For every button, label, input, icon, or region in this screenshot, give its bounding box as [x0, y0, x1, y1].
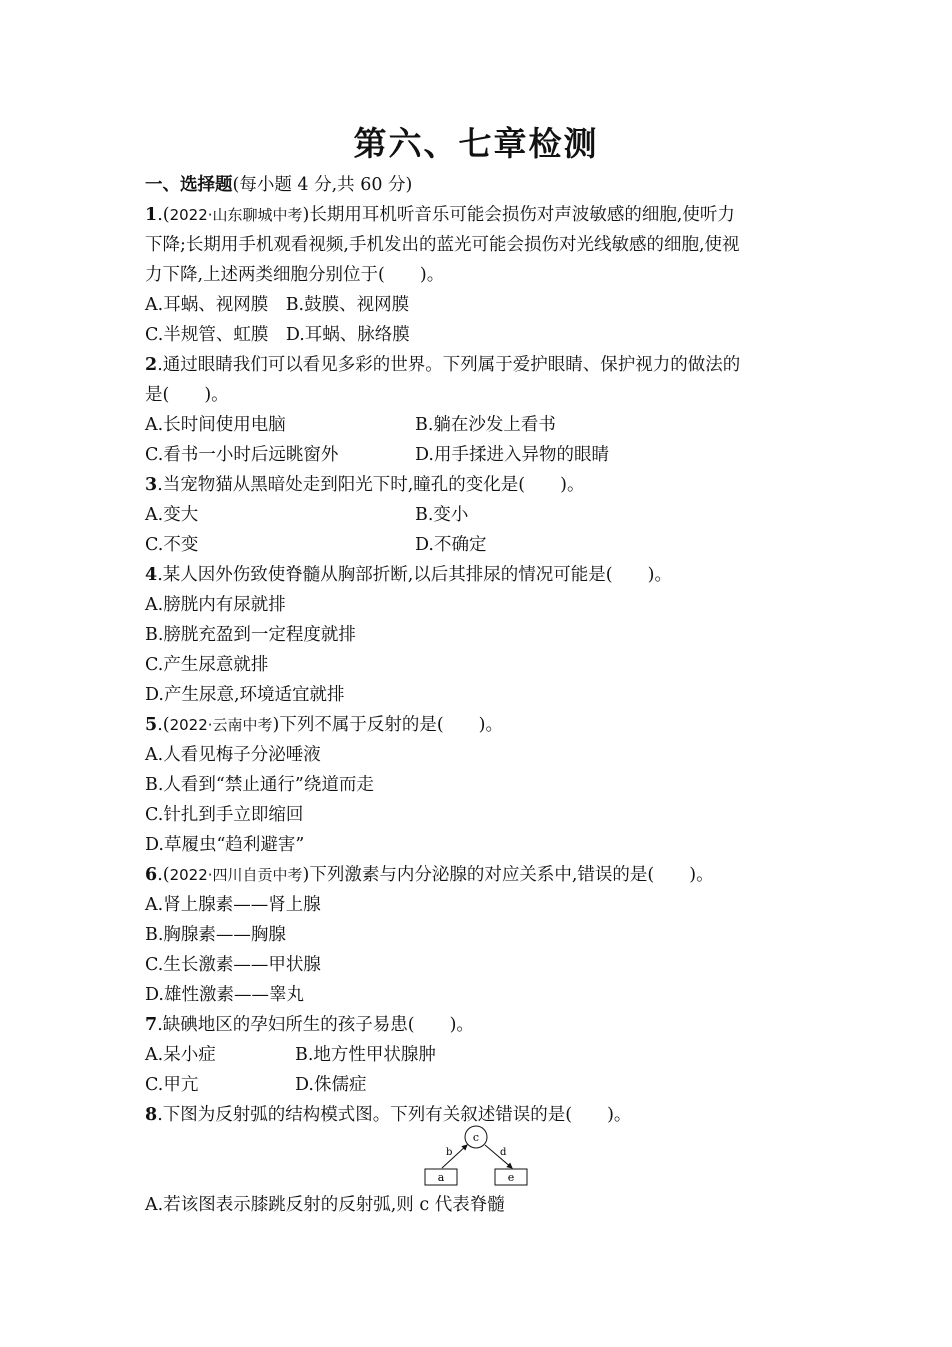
- option-d[interactable]: D.侏儒症: [295, 1075, 367, 1095]
- question-list: [145, 170, 805, 1220]
- label-e: e: [507, 1171, 515, 1184]
- question-text: 力下降,上述两类细胞分别位于( )。: [145, 265, 445, 285]
- question-4: [145, 560, 805, 590]
- option-row: [145, 440, 805, 470]
- option-c[interactable]: C.针扎到手立即缩回: [145, 805, 304, 825]
- option-c[interactable]: C.生长激素——甲状腺: [145, 955, 321, 975]
- section-heading: [145, 170, 805, 200]
- option-c[interactable]: C.看书一小时后远眺窗外: [145, 445, 339, 465]
- question-text: 是( )。: [145, 385, 229, 405]
- label-b: b: [446, 1147, 453, 1158]
- question-text: .缺碘地区的孕妇所生的孩子易患( )。: [157, 1015, 474, 1035]
- option-d[interactable]: D.用手揉进入异物的眼睛: [415, 445, 609, 465]
- option-c[interactable]: C.不变: [145, 535, 199, 555]
- label-d: d: [500, 1147, 507, 1158]
- option-a[interactable]: A.变大: [145, 505, 199, 525]
- reflex-arc-diagram: [424, 1125, 528, 1187]
- source-close: ): [302, 865, 310, 885]
- question-1: [145, 200, 805, 230]
- option-b[interactable]: B.躺在沙发上看书: [415, 415, 556, 435]
- option-a[interactable]: A.人看见梅子分泌唾液: [145, 745, 321, 765]
- option-d[interactable]: D.雄性激素——睾丸: [145, 985, 304, 1005]
- option-d[interactable]: D.产生尿意,环境适宜就排: [145, 685, 345, 705]
- section-label: 一、选择题: [145, 175, 233, 195]
- page-title: 第六、七章检测: [353, 124, 599, 163]
- option-a[interactable]: A.呆小症: [145, 1045, 216, 1065]
- option-row[interactable]: A.耳蜗、视网膜 B.鼓膜、视网膜: [145, 295, 410, 315]
- option-row: [145, 530, 805, 560]
- question-number: 3: [145, 475, 158, 495]
- question-number: 5: [145, 715, 158, 735]
- question-number: 1: [145, 205, 158, 225]
- question-text: 下降;长期用手机观看视频,手机发出的蓝光可能会损伤对光线敏感的细胞,使视: [145, 235, 740, 255]
- source-close: ): [272, 715, 280, 735]
- option-row: [145, 1070, 805, 1100]
- question-number: 4: [145, 565, 158, 585]
- option-row: [145, 500, 805, 530]
- option-row[interactable]: C.半规管、虹膜 D.耳蜗、脉络膜: [145, 325, 410, 345]
- question-source: 2022·四川自贡中考: [169, 866, 303, 884]
- option-a[interactable]: A.肾上腺素——肾上腺: [145, 895, 321, 915]
- question-text: .通过眼睛我们可以看见多彩的世界。下列属于爱护眼睛、保护视力的做法的: [157, 355, 741, 375]
- question-source: 2022·山东聊城中考: [169, 206, 303, 224]
- option-a[interactable]: A.长时间使用电脑: [145, 415, 286, 435]
- option-d[interactable]: D.草履虫“趋利避害”: [145, 835, 305, 855]
- question-text: .某人因外伤致使脊髓从胸部折断,以后其排尿的情况可能是( )。: [157, 565, 672, 585]
- question-3: [145, 470, 805, 500]
- label-a: a: [437, 1171, 445, 1184]
- source-open: .(: [157, 205, 170, 225]
- option-c[interactable]: C.产生尿意就排: [145, 655, 269, 675]
- option-b[interactable]: B.膀胱充盈到一定程度就排: [145, 625, 356, 645]
- question-number: 8: [145, 1105, 158, 1125]
- question-6: [145, 860, 805, 890]
- question-text: 下列激素与内分泌腺的对应关系中,错误的是( )。: [309, 865, 714, 885]
- source-open: .(: [157, 715, 170, 735]
- option-row: [145, 1040, 805, 1070]
- section-note: (每小题 4 分,共 60 分): [232, 175, 413, 195]
- question-text: 下列不属于反射的是( )。: [279, 715, 504, 735]
- option-b[interactable]: B.胸腺素——胸腺: [145, 925, 286, 945]
- option-a[interactable]: A.膀胱内有尿就排: [145, 595, 286, 615]
- question-number: 2: [145, 355, 158, 375]
- label-c: c: [472, 1131, 480, 1144]
- question-text: .当宠物猫从黑暗处走到阳光下时,瞳孔的变化是( )。: [157, 475, 585, 495]
- option-row: [145, 410, 805, 440]
- option-d[interactable]: D.不确定: [415, 535, 487, 555]
- question-text: 长期用耳机听音乐可能会损伤对声波敏感的细胞,使听力: [309, 205, 735, 225]
- question-7: [145, 1010, 805, 1040]
- question-source: 2022·云南中考: [169, 716, 273, 734]
- option-c[interactable]: C.甲亢: [145, 1075, 199, 1095]
- question-2: [145, 350, 805, 380]
- arrow-d: [485, 1145, 512, 1168]
- question-number: 7: [145, 1015, 158, 1035]
- option-b[interactable]: B.地方性甲状腺肿: [295, 1045, 436, 1065]
- option-b[interactable]: B.变小: [415, 505, 469, 525]
- source-close: ): [302, 205, 310, 225]
- option-b[interactable]: B.人看到“禁止通行”绕道而走: [145, 775, 374, 795]
- question-text: .下图为反射弧的结构模式图。下列有关叙述错误的是( )。: [157, 1105, 632, 1125]
- source-open: .(: [157, 865, 170, 885]
- question-number: 6: [145, 865, 158, 885]
- option-a[interactable]: A.若该图表示膝跳反射的反射弧,则 c 代表脊髓: [145, 1195, 505, 1215]
- question-5: [145, 710, 805, 740]
